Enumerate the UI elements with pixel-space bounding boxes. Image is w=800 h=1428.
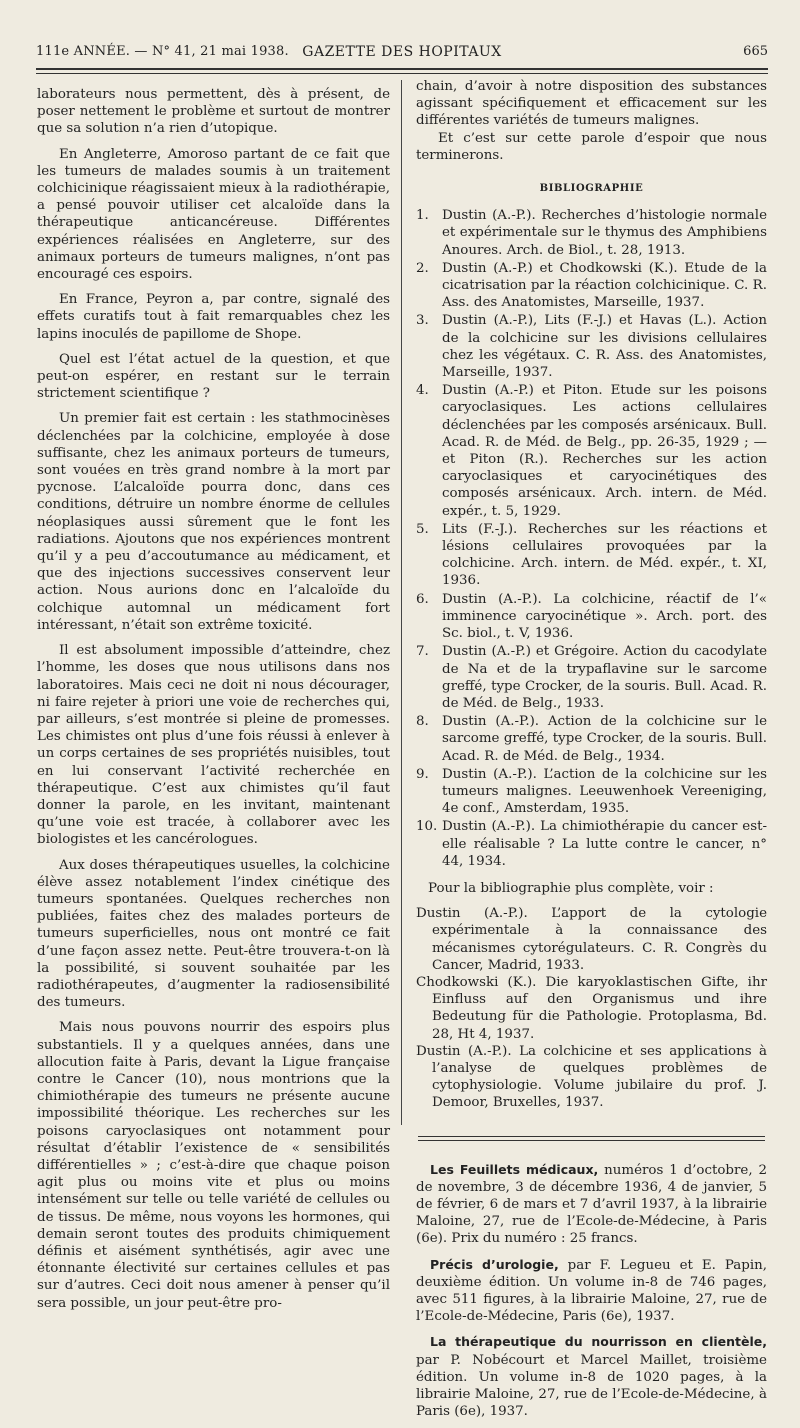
item-text: Lits (F.-J.). Recherches sur les réactions et lésions cellulaires provoquées par la colchicine. Arch. intern. de Méd. expér., t. XI, 1936. [442,521,767,589]
item-text: Dustin (A.-P.) et Piton. Etude sur les poisons caryoclasiques. Les actions cellulaires déclenchées par les composés arsénicaux. Bull. Acad. R. de Méd. de Belg., pp. 26-35, 1929 ; — et Piton (R.). Recherches sur les action caryoclasiques et caryocinétiques des composés arsénicaux. Arch. intern. de Méd. expér., t. 5, 1929. [442,383,767,519]
bibliography-heading: BIBLIOGRAPHIE [539,183,644,195]
bibliography-item [416,260,767,312]
book-notice [416,1256,767,1326]
column-divider [401,80,402,1125]
item-text: Dustin (A.-P.). La chimiothérapie du cancer est-elle réalisable ? La lutte contre le cancer, n° 44, 1934. [442,819,767,869]
reference-entry: Chodkowski (K.). Die karyoklastischen Gifte, ihr Einfluss auf den Organismus und ihre Bedeutung für die Pathologie. Protoplasma, Bd. 28, Ht 4, 1937. [416,974,767,1042]
bibliography-item [416,207,767,259]
body-paragraph: Un premier fait est certain : les stathmocinèses déclenchées par la colchicine, employée à dose suffisante, chez les animaux porteurs de tumeurs, sont vouées en très grand nombre à la mort par pycnose. L’alcaloïde pourra donc, dans ces conditions, détruire un nombre énorme de cellules néoplasiques aussi sûrement que le font les radiations. Ajoutons que nos expériences montrent qu’il y a peu d’accoutumance au médicament, et que des injections successives conservent leur action. Nous aurions donc en l’alcaloïde du colchique automnal un médicament fort intéressant, n’était son extrême toxicité. [37,411,390,633]
item-number: 10. [416,819,438,835]
bibliography-item [416,382,767,520]
left-column [37,86,390,1312]
bibliography-item [416,766,767,818]
book-notice [416,1161,767,1248]
right-column [416,78,767,1428]
notice-text: numéros 1 d’octobre, 2 de novembre, 3 de décembre 1936, 4 de janvier, 5 de février, 6 de mars et 7 d’avril 1937, à la librairie Maloine, 27, rue de l’Ecole-de-Médecine, à Paris (6e). Prix du numéro : 25 francs. [416,1162,767,1247]
bibliography-item [416,521,767,590]
header-rule [36,68,768,74]
item-number: 8. [416,714,429,730]
bibliography-item [416,713,767,765]
item-number: 5. [416,521,429,537]
page-number: 665 [743,44,768,59]
item-text: Dustin (A.-P.). L’action de la colchicine sur les tumeurs malignes. Leeuwenhoek Vereeniging, 4e conf., Amsterdam, 1935. [442,766,767,817]
bibliography-item [416,591,767,643]
notice-title: Précis d’urologie, [430,1256,559,1272]
journal-title: GAZETTE DES HOPITAUX [302,44,502,60]
item-text: Dustin (A.-P.), Lits (F.-J.) et Havas (L.). Action de la colchicine sur les divisions cellulaires chez les végétaux. C. R. Ass. des Anatomistes, Marseille, 1937. [442,313,767,381]
body-paragraph: Et c’est sur cette parole d’espoir que nous terminerons. [416,130,767,163]
body-paragraph: Il est absolument impossible d’atteindre, chez l’homme, les doses que nous utilisons dans nos laboratoires. Mais ceci ne doit ni nous décourager, ni faire rejeter à priori une voie de recherches qui, par ailleurs, s’est montrée si pleine de promesses. Les chimistes ont plus d’une fois réussi à enlever à un corps certaines de ses propriétés nuisibles, tout en lui conservant l’activité recherchée en thérapeutique. C’est aux chimistes qu’il faut donner la parole, en les invitant, maintenant qu’une voie est tracée, à collaborer avec les biologistes et les cancérologues. [37,643,390,848]
item-text: Dustin (A.-P.). Action de la colchicine sur le sarcome greffé, type Crocker, de la souris. Bull. Acad. R. de Méd. de Belg., 1934. [442,714,767,764]
issue-info: 111e ANNÉE. — N° 41, 21 mai 1938. [36,44,289,59]
body-paragraph: En France, Peyron a, par contre, signalé des effets curatifs tout à fait remarquables chez les lapins inoculés de papillome de Shope. [37,292,390,342]
reference-entry: Dustin (A.-P.). L’apport de la cytologie expérimentale à la connaissance des mécanismes cytorégulateurs. C. R. Congrès du Cancer, Madrid, 1933. [416,906,767,973]
section-rule [418,1136,765,1141]
item-number: 2. [416,260,429,276]
item-number: 1. [416,208,429,224]
body-paragraph: chain, d’avoir à notre disposition des substances agissant spécifiquement et efficacement sur les différentes variétés de tumeurs malignes. [416,79,767,129]
notice-title: La thérapeutique du nourrisson en clientèle, [430,1334,767,1350]
notice-text: par F. Legueu et E. Papin, deuxième édition. Un volume in-8 de 746 pages, avec 511 figures, à la librairie Maloine, 27, rue de l’Ecole-de-Médecine, Paris (6e), 1937. [416,1257,768,1325]
item-text: Dustin (A.-P.) et Grégoire. Action du cacodylate de Na et de la trypaflavine sur le sarcome greffé, type Crocker, de la souris. Bull. Acad. R. de Méd. de Belg., 1933. [442,644,767,711]
body-paragraph: laborateurs nous permettent, dès à présent, de poser nettement le problème et surtout de montrer que sa solution n’a rien d’utopique. [37,87,390,137]
notice-text: par P. Nobécourt et Marcel Maillet, troisième édition. Un volume in-8 de 1020 pages, à la librairie Maloine, 27, rue de l’Ecole-de-Médecine, à Paris (6e), 1937. [416,1352,767,1420]
item-text: Dustin (A.-P.) et Chodkowski (K.). Etude de la cicatrisation par la réaction colchicinique. C. R. Ass. des Anatomistes, Marseille, 1937. [442,260,767,311]
additional-references [416,905,767,1111]
book-notice [416,1333,767,1420]
item-number: 3. [416,313,429,329]
item-number: 9. [416,766,429,782]
see-also-line: Pour la bibliographie plus complète, voir : [428,880,714,896]
bibliography-item [416,643,767,712]
body-paragraph: En Angleterre, Amoroso partant de ce fait que les tumeurs de malades soumis à un traitement colchicinique réagissaient mieux à la radiothérapie, a pensé pouvoir utiliser cet alcaloïde dans la thérapeutique anticancéreuse. Différentes expériences réalisées en Angleterre, sur des animaux porteurs de tumeurs malignes, n’ont pas encouragé ces espoirs. [37,146,390,283]
page-header [36,44,768,66]
notice-title: Les Feuillets médicaux, [430,1161,599,1177]
body-paragraph: Quel est l’état actuel de la question, et que peut-on espérer, en restant sur le terrain strictement scientifique ? [37,351,390,402]
item-number: 6. [416,591,429,607]
body-paragraph: Aux doses thérapeutiques usuelles, la colchicine élève assez notablement l’index cinétique des tumeurs spontanées. Quelques recherches non publiées, faites chez des malades porteurs de tumeurs superficielles, nous ont montré ce fait d’une façon assez nette. Peut-être trouvera-t-on là la possibilité, si souvent souhaitée par les radiothérapeutes, d’augmenter la radiosensibilité des tumeurs. [37,857,390,1011]
body-paragraph: Mais nous pouvons nourrir des espoirs plus substantiels. Il y a quelques années, dans une allocution faite à Paris, devant la Ligue française contre le Cancer (10), nous montrions que la chimiothérapie des tumeurs ne présente aucune impossibilité théorique. Les recherches sur les poisons caryoclasiques ont notamment pour résultat d’établir l’existence de « sensibilités différentielles » ; c’est-à-dire que chaque poison agit plus ou moins vite et plus ou moins intensément sur telle ou telle variété de cellules ou de tissus. De même, nous voyons les hormones, qui demain seront toutes des produits chimiquement définis et aisément synthétisés, agir avec une étonnante électivité sur certaines cellules et pas sur d’autres. Ceci doit nous amener à penser qu’il sera possible, un jour peut-être pro- [37,1020,390,1311]
bibliography-list [416,207,767,870]
bibliography-item [416,312,767,381]
reference-entry: Dustin (A.-P.). La colchicine et ses applications à l’analyse de quelques problèmes de cytophysiologie. Volume jubilaire du prof. J. Demoor, Bruxelles, 1937. [416,1043,767,1111]
item-number: 4. [416,383,429,399]
item-text: Dustin (A.-P.). Recherches d’histologie normale et expérimentale sur le thymus des Amphibiens Anoures. Arch. de Biol., t. 28, 1913. [442,208,767,258]
item-number: 7. [416,644,429,660]
bibliography-item [416,818,767,870]
item-text: Dustin (A.-P.). La colchicine, réactif de l’« imminence caryocinétique ». Arch. port. des Sc. biol., t. V, 1936. [442,591,767,642]
